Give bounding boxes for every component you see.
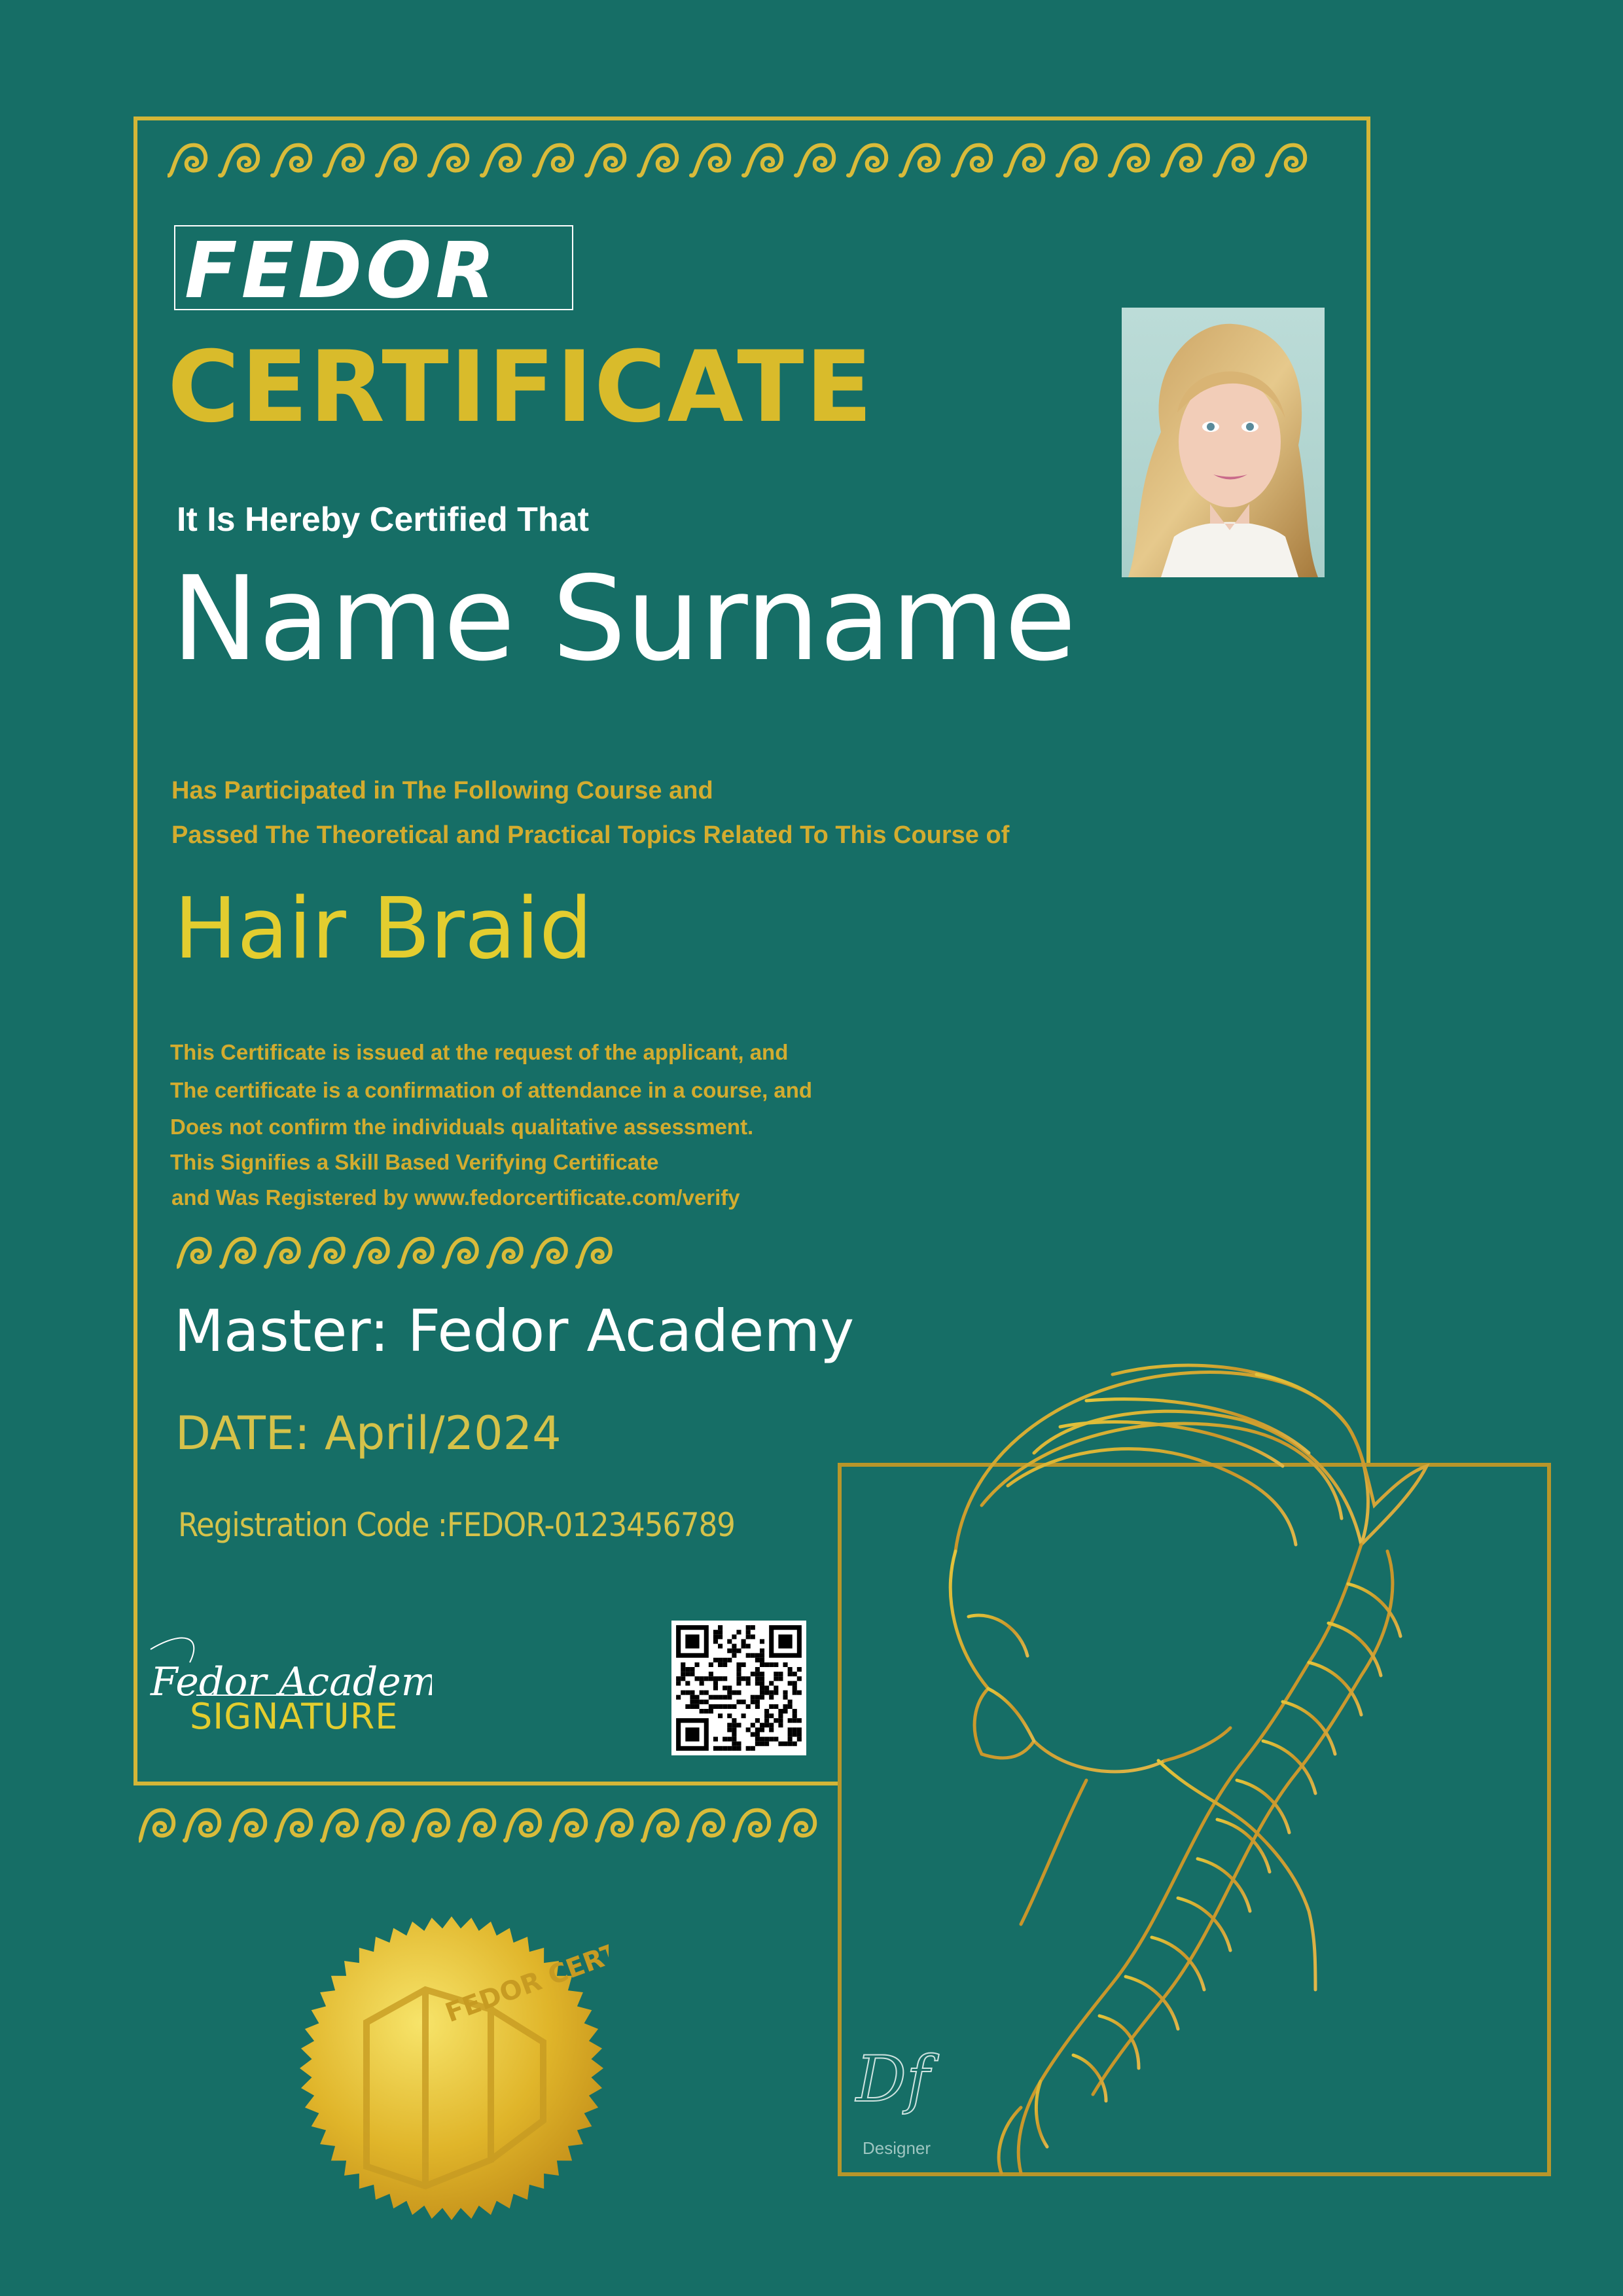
gold-seal (294, 1911, 609, 2225)
certificate-title: CERTIFICATE (168, 331, 874, 444)
course-name: Hair Braid (174, 880, 593, 978)
top-swirl-border (168, 136, 1339, 186)
swirl-ornament (230, 1810, 265, 1841)
swirl-ornament (444, 1239, 477, 1267)
swirl-ornament (597, 1810, 632, 1841)
swirl-ornament (577, 1239, 611, 1267)
swirl-ornament (734, 1810, 769, 1841)
swirl-ornament (1110, 145, 1148, 176)
swirl-ornament (482, 145, 520, 176)
swirl-ornament (414, 1810, 448, 1841)
participation-line-2: Passed The Theoretical and Practical Topics Related To This Course of (171, 821, 1010, 849)
signature-script-text: Fedor Academy (151, 1659, 432, 1705)
swirl-ornament (691, 145, 729, 176)
swirl-ornament (780, 1810, 815, 1841)
recipient-name: Name Surname (171, 551, 1077, 687)
fedor-logo (181, 226, 567, 309)
swirl-ornament (429, 145, 467, 176)
swirl-ornament (551, 1810, 586, 1841)
swirl-ornament (322, 1810, 357, 1841)
verification-qr-code[interactable] (671, 1621, 806, 1755)
swirl-ornament (139, 1810, 173, 1841)
designer-label: Designer (863, 2138, 931, 2158)
swirl-ornament (1005, 145, 1043, 176)
swirl-ornament (901, 145, 938, 176)
certified-that-text: It Is Hereby Certified That (177, 501, 589, 539)
issue-date: DATE: April/2024 (175, 1407, 562, 1460)
swirl-ornament (325, 145, 363, 176)
swirl-ornament (643, 1810, 677, 1841)
swirl-ornament (368, 1810, 402, 1841)
swirl-ornament (1215, 145, 1253, 176)
swirl-ornament (688, 1810, 723, 1841)
swirl-ornament (743, 145, 781, 176)
swirl-ornament (310, 1239, 344, 1267)
swirl-ornament (276, 1810, 311, 1841)
disclaimer-line: This Certificate is issued at the request of the applicant, and (170, 1040, 789, 1064)
swirl-ornament (1058, 145, 1096, 176)
signature-label: SIGNATURE (190, 1696, 399, 1737)
swirl-ornament (796, 145, 834, 176)
swirl-ornament (1162, 145, 1200, 176)
designer-mark-text: Df (856, 2043, 930, 2116)
swirl-ornament (534, 145, 572, 176)
swirl-ornament (459, 1810, 494, 1841)
swirl-ornament (185, 1810, 219, 1841)
swirl-ornament (399, 1239, 433, 1267)
logo-text: FEDOR (185, 226, 499, 309)
swirl-ornament (533, 1239, 566, 1267)
swirl-ornament (266, 1239, 299, 1267)
swirl-ornament (177, 1239, 210, 1267)
swirl-ornament (639, 145, 677, 176)
disclaimer-line: The certificate is a confirmation of attendance in a course, and (170, 1078, 813, 1102)
master-name: Master: Fedor Academy (174, 1297, 855, 1365)
swirl-ornament (220, 145, 258, 176)
swirl-ornament (586, 145, 624, 176)
swirl-ornament (272, 145, 310, 176)
swirl-ornament (488, 1239, 522, 1267)
swirl-ornament (377, 145, 415, 176)
recipient-photo (1122, 308, 1325, 577)
disclaimer-line: This Signifies a Skill Based Verifying Certificate (170, 1150, 659, 1174)
swirl-ornament (355, 1239, 388, 1267)
bottom-swirl-border (139, 1801, 839, 1851)
swirl-ornament (1267, 145, 1305, 176)
swirl-ornament (848, 145, 886, 176)
seal-text: FEDOR CERT (441, 1937, 609, 2029)
braid-illustration (890, 1335, 1479, 2189)
middle-swirl-divider (177, 1230, 635, 1276)
registration-code: Registration Code :FEDOR-0123456789 (178, 1506, 735, 1544)
swirl-ornament (953, 145, 991, 176)
participation-line-1: Has Participated in The Following Course and (171, 777, 713, 804)
swirl-ornament (221, 1239, 255, 1267)
disclaimer-line: Does not confirm the individuals qualitative assessment. (170, 1115, 754, 1139)
verify-url-line: and Was Registered by www.fedorcertificate.com/verify (171, 1185, 740, 1210)
swirl-ornament (168, 145, 205, 176)
swirl-ornament (505, 1810, 540, 1841)
